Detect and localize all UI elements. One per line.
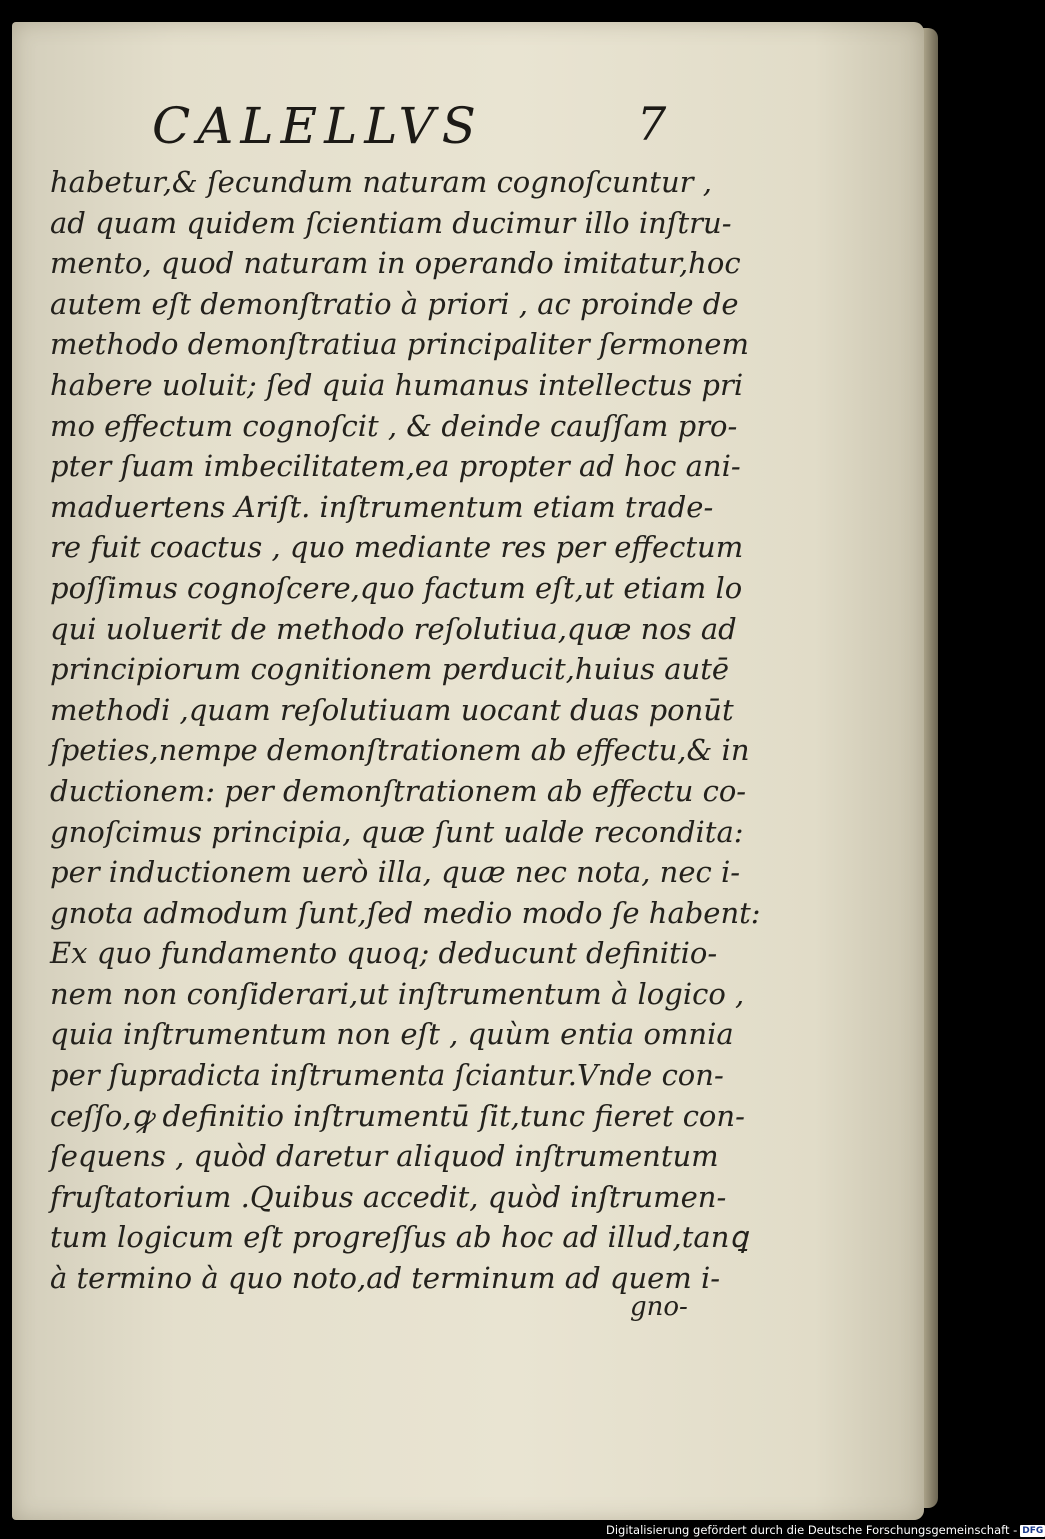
catchword: gno-	[630, 1292, 688, 1322]
digitization-footer	[606, 1521, 1044, 1539]
text-line: ſequens , quòd daretur aliquod inſtrumentum	[50, 1139, 719, 1174]
text-line: à termino à quo noto,ad terminum ad quem i-	[50, 1261, 721, 1296]
text-line: autem eſt demonſtratio à priori , ac proinde de	[50, 286, 739, 321]
text-line: qui uoluerit de methodo reſolutiua,quæ nos ad	[50, 611, 737, 646]
text-line: fruſtatorium .Quibus accedit, quòd inſtrumen-	[50, 1179, 727, 1214]
text-line: ſpeties,nempe demonſtrationem ab effectu,& in	[50, 733, 750, 768]
text-line: habetur,& ſecundum naturam cognoſcuntur ,	[50, 165, 712, 199]
text-line: maduertens Ariſt. inſtrumentum etiam trade-	[50, 489, 714, 524]
text-line: habere uoluit; ſed quia humanus intellectus pri	[50, 367, 744, 402]
text-line: re fuit coactus , quo mediante res per effectum	[50, 530, 744, 565]
text-line: methodo demonſtratiua principaliter ſermonem	[50, 327, 749, 362]
text-line: gnota admodum ſunt,ſed medio modo ſe habent:	[50, 895, 761, 930]
text-line: ceſſo,ꝙ definitio inſtrumentū ſit,tunc fieret con-	[50, 1098, 745, 1133]
running-head: CALELLVS	[152, 97, 483, 155]
body-text	[50, 162, 761, 1299]
text-line: ductionem: per demonſtrationem ab effectu co-	[50, 773, 747, 808]
text-line: Ex quo fundamento quoq; deducunt definitio-	[50, 936, 718, 971]
page-number: 7	[637, 97, 667, 151]
text-line: gnoſcimus principia, quæ ſunt ualde recondita:	[50, 814, 744, 849]
text-line: per inductionem uerò illa, quæ nec nota, nec i-	[50, 855, 741, 890]
text-line: nem non conſiderari,ut inſtrumentum à logico ,	[50, 976, 745, 1011]
text-line: quia inſtrumentum non eſt , quùm entia omnia	[50, 1017, 734, 1052]
text-line: ad quam quidem ſcientiam ducimur illo inſtru-	[50, 205, 732, 240]
text-line: pter ſuam imbecilitatem,ea propter ad hoc ani-	[50, 449, 741, 484]
text-line: mo effectum cognoſcit , & deinde cauſſam pro-	[50, 408, 738, 443]
dfg-logo: DFG	[1022, 1525, 1044, 1536]
text-line: mento, quod naturam in operando imitatur,hoc	[50, 246, 741, 281]
text-line: principiorum cognitionem perducit,huius autē	[50, 652, 730, 687]
text-line: methodi ,quam reſolutiuam uocant duas ponūt	[50, 692, 734, 727]
book-page	[12, 22, 924, 1520]
text-line: per ſupradicta inſtrumenta ſciantur.Vnde con-	[50, 1058, 724, 1093]
text-line: poſſimus cognoſcere,quo factum eſt,ut etiam lo	[50, 570, 743, 605]
text-line: tum logicum eſt progreſſus ab hoc ad illud,tanꝗ	[50, 1220, 748, 1255]
funding-credit: Digitalisierung gefördert durch die Deutsche Forschungsgemeinschaft -	[606, 1523, 1018, 1537]
